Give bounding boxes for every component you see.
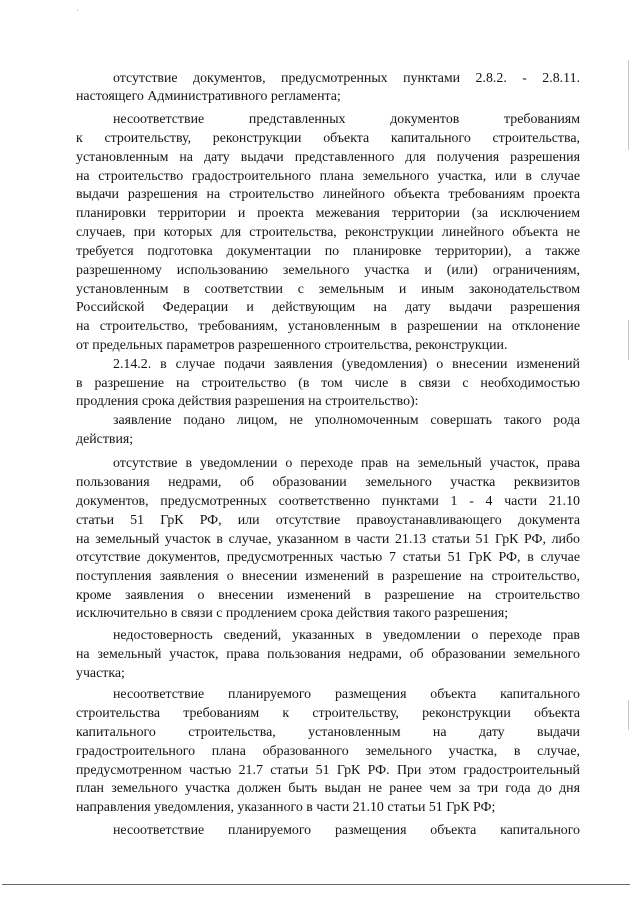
text-line: 2.14.2. в случае подачи заявления (уведомления) о внесении изменений (113, 357, 580, 372)
text-line: Российской Федерации и действующим на дату выдачи разрешения (76, 300, 580, 315)
scan-edge-mark (628, 60, 629, 150)
text-line: разрешенному использованию земельного участка и (или) ограничениям, (76, 263, 580, 278)
text-line: статьи 51 ГрК РФ, или отсутствие правоустанавливающего документа (76, 513, 580, 528)
text-line: от предельных параметров разрешенного строительства, реконструкции. (76, 338, 508, 353)
text-line: заявление подано лицом, не уполномоченным совершать такого рода (113, 413, 580, 428)
scan-edge-mark (628, 700, 629, 730)
text-line: требуется подготовка документации по планировке территории), а также (76, 244, 580, 259)
text-line: на земельный участок, права пользования недрами, об образовании земельного (76, 647, 580, 662)
text-line: установленным на дату выдачи представленного для получения разрешения (76, 150, 580, 165)
text-line: продления срока действия разрешения на строительство): (76, 394, 419, 409)
text-line: несоответствие планируемого размещения объекта капитального (113, 687, 580, 702)
text-line: несоответствие планируемого размещения объекта капитального (113, 823, 580, 838)
text-line: кроме заявления о внесении изменений в разрешение на строительство (76, 588, 580, 603)
text-line: поступления заявления о внесении изменений в разрешение на строительство, (76, 569, 580, 584)
text-line: случаев, при которых для строительства, реконструкции линейного объекта не (76, 225, 580, 240)
text-line: капитального строительства, установленным на дату выдачи (76, 725, 580, 740)
text-line: действия; (76, 432, 134, 447)
scan-bottom-rule (2, 884, 630, 885)
text-line: отсутствие документов, предусмотренных частью 7 статьи 51 ГрК РФ, в случае (76, 550, 580, 565)
text-line: настоящего Административного регламента; (76, 89, 341, 104)
text-line: на строительство, требованиям, установленным в разрешении на отклонение (76, 319, 580, 334)
text-line: строительства требованиям к строительству, реконструкции объекта (76, 706, 580, 721)
text-line: планировки территории и проекта межевания территории (за исключением (76, 206, 580, 221)
scan-speck: · (76, 5, 79, 15)
text-line: несоответствие представленных документов требованиям (113, 112, 580, 127)
text-line: исключительно в связи с продлением срока действия такого разрешения; (76, 606, 509, 621)
text-line: на строительство градостроительного плана земельного участка, или в случае (76, 169, 580, 184)
text-line: пользования недрами, об образовании земельного участка реквизитов (76, 475, 580, 490)
text-line: градостроительного плана образованного земельного участка, в случае, (76, 744, 580, 759)
text-line: документов, предусмотренных соответственно пунктами 1 - 4 части 21.10 (76, 494, 580, 509)
text-line: на земельный участок в случае, указанном в части 21.13 статьи 51 ГрК РФ, либо (76, 532, 580, 547)
text-line: участка; (76, 666, 125, 681)
text-line: недостоверность сведений, указанных в уведомлении о переходе прав (113, 628, 580, 643)
text-line: отсутствие в уведомлении о переходе прав на земельный участок, права (113, 456, 580, 471)
text-line: план земельного участка должен быть выдан не ранее чем за три года до дня (76, 781, 580, 796)
text-line: отсутствие документов, предусмотренных пунктами 2.8.2. - 2.8.11. (113, 71, 580, 86)
text-line: выдачи разрешения на строительство линейного объекта требованиям проекта (76, 187, 580, 202)
text-line: предусмотренном частью 21.7 статьи 51 ГрК РФ. При этом градостроительный (76, 763, 580, 778)
text-line: к строительству, реконструкции объекта капитального строительства, (76, 131, 580, 146)
text-line: в разрешение на строительство (в том числе в связи с необходимостью (76, 376, 580, 391)
text-line: направления уведомления, указанного в части 21.10 статьи 51 ГрК РФ; (76, 800, 496, 815)
scan-edge-mark (628, 320, 629, 360)
text-line: установленным в соответствии с земельным и иным законодательством (76, 282, 580, 297)
